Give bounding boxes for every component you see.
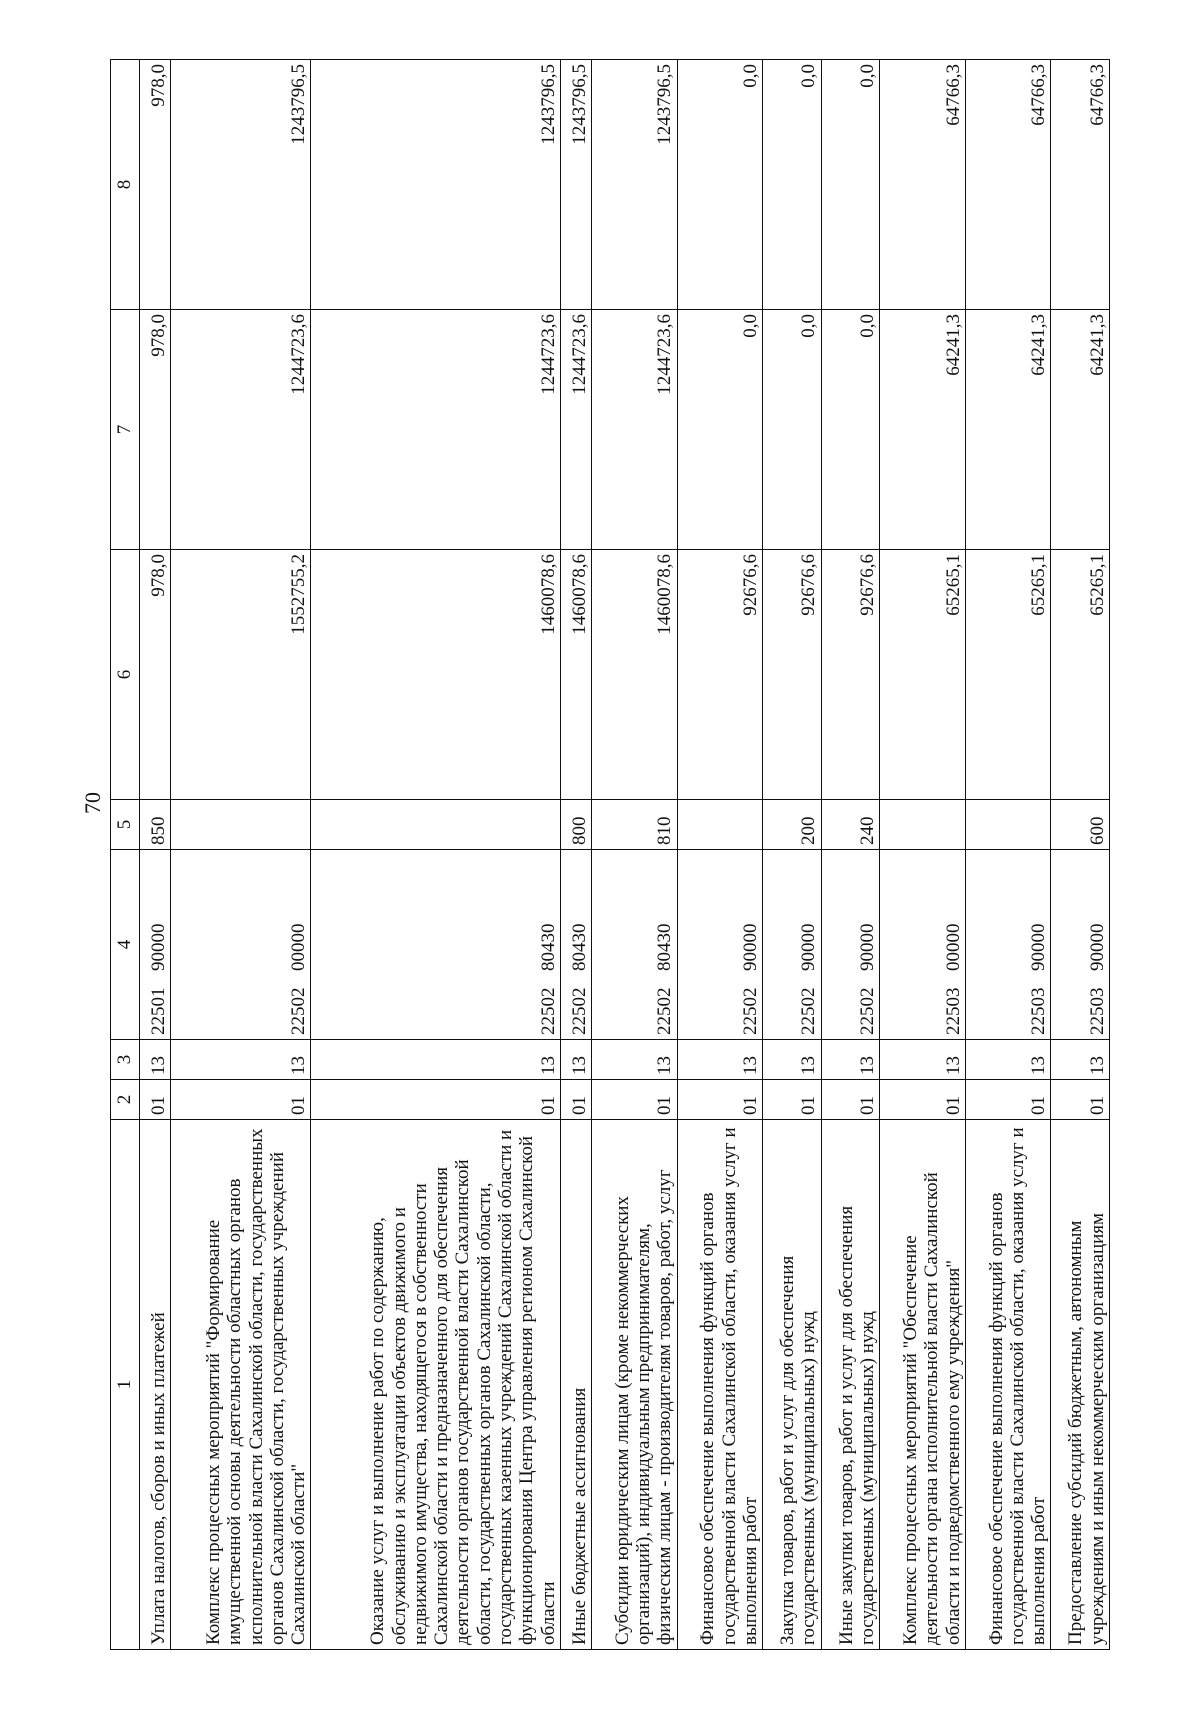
row-vr: [171, 800, 311, 850]
row-csr-part1: 22502: [740, 987, 762, 1035]
row-pr: 13: [140, 1040, 171, 1080]
row-rz: 01: [560, 1080, 591, 1120]
row-csr-part2: 90000: [1028, 923, 1050, 971]
row-csr-part2: 00000: [288, 923, 310, 971]
table-row: [763, 60, 821, 1650]
row-value-col8: 1243796,5: [311, 60, 560, 310]
table-row: [1051, 60, 1110, 1650]
table-row: [171, 60, 311, 1650]
row-vr: [880, 800, 966, 850]
row-value-col8: 64766,3: [1051, 60, 1110, 310]
table-row: [965, 60, 1051, 1650]
row-csr: [591, 850, 677, 1040]
rotated-table-container: [110, 60, 1110, 1650]
table-row: [677, 60, 763, 1650]
row-vr: 850: [140, 800, 171, 850]
row-value-col7: 1244723,6: [311, 310, 560, 550]
header-col-4: 4: [111, 850, 140, 1040]
header-col-1: 1: [111, 1120, 140, 1650]
row-csr-part1: 22503: [1028, 987, 1050, 1035]
row-csr-part2: 90000: [856, 923, 878, 971]
row-pr: 13: [560, 1040, 591, 1080]
row-rz: 01: [1051, 1080, 1110, 1120]
table-header: [111, 60, 140, 1650]
row-pr: 13: [591, 1040, 677, 1080]
row-value-col7: 978,0: [140, 310, 171, 550]
row-pr: 13: [763, 1040, 821, 1080]
row-csr-part1: 22503: [942, 987, 964, 1035]
row-value-col6: 92676,6: [677, 550, 763, 800]
row-name: Закупка товаров, работ и услуг для обеспечения государственных (муниципальных) нужд: [763, 1120, 821, 1650]
row-value-col7: 64241,3: [880, 310, 966, 550]
row-name: Предоставление субсидий бюджетным, автономным учреждениям и иным некоммерческим организациям: [1051, 1120, 1110, 1650]
row-rz: 01: [821, 1080, 879, 1120]
row-csr-part1: 22501: [147, 987, 169, 1035]
row-vr: [965, 800, 1051, 850]
row-pr: 13: [880, 1040, 966, 1080]
row-value-col6: 92676,6: [763, 550, 821, 800]
row-rz: 01: [880, 1080, 966, 1120]
row-csr-part1: 22502: [537, 987, 559, 1035]
row-value-col6: 65265,1: [1051, 550, 1110, 800]
row-pr: 13: [965, 1040, 1051, 1080]
row-value-col6: 978,0: [140, 550, 171, 800]
table-row: [880, 60, 966, 1650]
row-name: Оказание услуг и выполнение работ по содержанию, обслуживанию и эксплуатации объектов движимого и недвижимого имущества, находящегося в собственности Сахалинской области и предназначенного для обеспечения деятельности органов государственной власти Сахалинской области, государственных органов Сахалинской области, государственных казенных учреждений Сахалинской области и функционирования Центра управления регионом Сахалинской области: [311, 1120, 560, 1650]
table-row: [591, 60, 677, 1650]
row-value-col6: 92676,6: [821, 550, 879, 800]
row-value-col7: 64241,3: [1051, 310, 1110, 550]
row-value-col7: 0,0: [763, 310, 821, 550]
row-vr: 600: [1051, 800, 1110, 850]
header-col-8: 8: [111, 60, 140, 310]
row-value-col8: 1243796,5: [560, 60, 591, 310]
row-csr: [140, 850, 171, 1040]
row-value-col8: 1243796,5: [591, 60, 677, 310]
row-value-col8: 64766,3: [965, 60, 1051, 310]
row-csr: [311, 850, 560, 1040]
row-csr-part2: 80430: [537, 923, 559, 971]
table-row: [560, 60, 591, 1650]
row-rz: 01: [591, 1080, 677, 1120]
row-rz: 01: [140, 1080, 171, 1120]
row-name: Субсидии юридическим лицам (кроме некоммерческих организаций), индивидуальным предпринимателям, физическим лицам - производителям товаров, работ, услуг: [591, 1120, 677, 1650]
row-vr: 800: [560, 800, 591, 850]
row-name: Финансовое обеспечение выполнения функций органов государственной власти Сахалинской области, оказания услуг и выполнения работ: [965, 1120, 1051, 1650]
row-value-col8: 0,0: [821, 60, 879, 310]
row-name: Комплекс процессных мероприятий "Обеспечение деятельности органа исполнительной власти Сахалинской области и подведомственного ему учреждения": [880, 1120, 966, 1650]
row-value-col7: 0,0: [677, 310, 763, 550]
row-csr-part2: 90000: [798, 923, 820, 971]
row-csr: [763, 850, 821, 1040]
row-pr: 13: [171, 1040, 311, 1080]
row-name: Финансовое обеспечение выполнения функций органов государственной власти Сахалинской области, оказания услуг и выполнения работ: [677, 1120, 763, 1650]
row-csr-part2: 90000: [147, 923, 169, 971]
budget-table: [110, 59, 1110, 1650]
row-vr: 240: [821, 800, 879, 850]
rotated-page-area: [110, 60, 1110, 1650]
row-csr-part1: 22502: [568, 987, 590, 1035]
row-name: Иные закупки товаров, работ и услуг для обеспечения государственных (муниципальных) нужд: [821, 1120, 879, 1650]
row-value-col6: 1460078,6: [311, 550, 560, 800]
page-number: 70: [80, 792, 105, 814]
row-pr: 13: [311, 1040, 560, 1080]
row-rz: 01: [311, 1080, 560, 1120]
row-pr: 13: [677, 1040, 763, 1080]
row-csr-part1: 22502: [798, 987, 820, 1035]
row-csr: [880, 850, 966, 1040]
row-value-col6: 65265,1: [880, 550, 966, 800]
row-csr-part1: 22502: [856, 987, 878, 1035]
row-value-col6: 1552755,2: [171, 550, 311, 800]
row-csr: [171, 850, 311, 1040]
row-value-col8: 0,0: [677, 60, 763, 310]
row-value-col6: 1460078,6: [560, 550, 591, 800]
row-name: Комплекс процессных мероприятий "Формирование имущественной основы деятельности областных органов исполнительной власти Сахалинской области, государственных органов Сахалинской области, государственных учреждений Сахалинской области": [171, 1120, 311, 1650]
row-rz: 01: [763, 1080, 821, 1120]
row-vr: [311, 800, 560, 850]
row-csr-part1: 22502: [288, 987, 310, 1035]
table-row: [311, 60, 560, 1650]
row-vr: 200: [763, 800, 821, 850]
table-row: [821, 60, 879, 1650]
row-name: Иные бюджетные ассигнования: [560, 1120, 591, 1650]
row-name: Уплата налогов, сборов и иных платежей: [140, 1120, 171, 1650]
row-value-col6: 1460078,6: [591, 550, 677, 800]
table-row: [140, 60, 171, 1650]
row-value-col8: 978,0: [140, 60, 171, 310]
row-csr-part1: 22503: [1086, 987, 1108, 1035]
header-col-5: 5: [111, 800, 140, 850]
row-csr-part2: 90000: [740, 923, 762, 971]
row-vr: [677, 800, 763, 850]
row-csr: [965, 850, 1051, 1040]
row-csr-part2: 80430: [568, 923, 590, 971]
header-col-7: 7: [111, 310, 140, 550]
row-value-col8: 1243796,5: [171, 60, 311, 310]
row-pr: 13: [1051, 1040, 1110, 1080]
row-csr-part2: 00000: [942, 923, 964, 971]
row-csr-part2: 90000: [1086, 923, 1108, 971]
row-value-col7: 1244723,6: [171, 310, 311, 550]
row-csr: [821, 850, 879, 1040]
row-rz: 01: [965, 1080, 1051, 1120]
row-vr: 810: [591, 800, 677, 850]
table-body: [140, 60, 1110, 1650]
row-value-col7: 64241,3: [965, 310, 1051, 550]
row-rz: 01: [171, 1080, 311, 1120]
row-rz: 01: [677, 1080, 763, 1120]
row-value-col8: 64766,3: [880, 60, 966, 310]
row-csr-part2: 80430: [654, 923, 676, 971]
row-pr: 13: [821, 1040, 879, 1080]
header-col-2: 2: [111, 1080, 140, 1120]
row-csr-part1: 22502: [654, 987, 676, 1035]
header-row: [111, 60, 140, 1650]
header-col-6: 6: [111, 550, 140, 800]
row-csr: [560, 850, 591, 1040]
header-col-3: 3: [111, 1040, 140, 1080]
row-csr: [1051, 850, 1110, 1040]
row-value-col7: 0,0: [821, 310, 879, 550]
row-value-col7: 1244723,6: [560, 310, 591, 550]
row-csr: [677, 850, 763, 1040]
row-value-col7: 1244723,6: [591, 310, 677, 550]
row-value-col6: 65265,1: [965, 550, 1051, 800]
row-value-col8: 0,0: [763, 60, 821, 310]
